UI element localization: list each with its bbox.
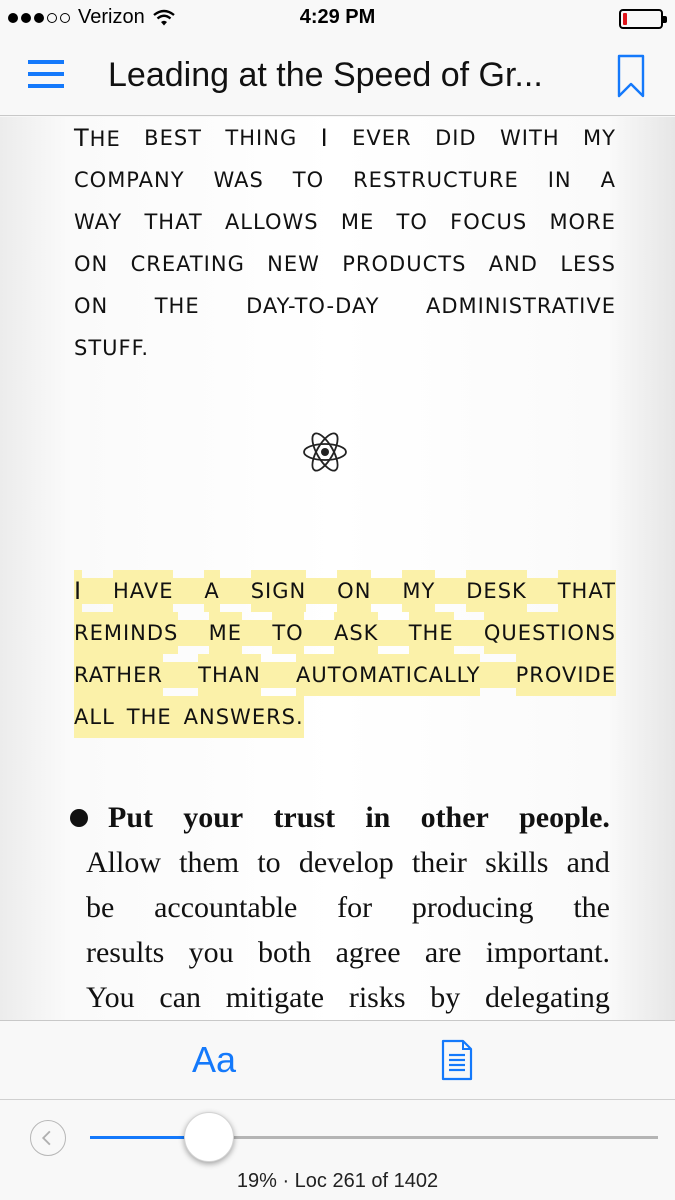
word: WITH	[500, 126, 560, 150]
word: CREATING	[130, 252, 245, 276]
text-line	[74, 654, 616, 696]
word: ADMINISTRATIVE	[425, 294, 616, 318]
word: for	[337, 891, 373, 924]
word: ON	[337, 570, 371, 612]
word: your	[183, 801, 244, 834]
word: I	[320, 124, 329, 152]
word: ANSWERS.	[184, 696, 304, 738]
text-line	[74, 612, 616, 654]
word: producing	[411, 891, 534, 924]
word: ME	[340, 210, 375, 234]
word: PROVIDE	[516, 654, 616, 696]
word: ASK	[334, 612, 378, 654]
word: and	[566, 846, 610, 879]
word: both	[257, 936, 312, 969]
reader-toolbar	[0, 1020, 675, 1100]
text-line	[86, 975, 610, 1020]
book-page[interactable]	[0, 117, 675, 1020]
text-line	[86, 930, 610, 975]
word: THAT	[144, 210, 203, 234]
text-line	[86, 840, 610, 885]
word: MY	[583, 126, 616, 150]
word: ALLOWS	[224, 210, 319, 234]
highlighted-passage[interactable]	[74, 570, 616, 738]
word: MORE	[549, 210, 616, 234]
font-settings-button[interactable]: Aa	[192, 1039, 237, 1080]
word: TO	[292, 168, 325, 192]
text-line	[74, 327, 616, 369]
word: accountable	[154, 891, 298, 924]
word: TO	[396, 210, 428, 234]
word: can	[159, 981, 202, 1014]
word: people.	[519, 801, 610, 834]
word: important.	[485, 936, 610, 969]
status-bar	[0, 0, 675, 38]
word: ME	[209, 612, 242, 654]
word: IN	[547, 168, 572, 192]
word: DAY-TO-DAY	[246, 294, 380, 318]
word: to	[257, 846, 281, 879]
clock: 4:29 PM	[299, 6, 376, 28]
word: QUESTIONS	[484, 612, 616, 654]
word: NEW	[267, 252, 320, 276]
menu-icon[interactable]	[28, 60, 64, 94]
text-line	[74, 696, 616, 738]
word: by	[430, 981, 461, 1014]
word: THING	[225, 126, 298, 150]
word: them	[179, 846, 240, 879]
word: EVER	[352, 126, 412, 150]
word: their	[411, 846, 467, 879]
word: skills	[485, 846, 549, 879]
word: I	[74, 570, 82, 612]
word: THE	[409, 612, 454, 654]
word: mitigate	[225, 981, 325, 1014]
text-line	[86, 885, 610, 930]
word: Put	[108, 801, 153, 834]
bookmark-icon[interactable]	[617, 54, 645, 98]
progress-bar-area	[0, 1100, 675, 1200]
word: risks	[348, 981, 406, 1014]
word: FOCUS	[450, 210, 528, 234]
word: A	[204, 570, 219, 612]
text-line	[74, 159, 616, 201]
progress-slider[interactable]	[90, 1136, 658, 1139]
word: Allow	[86, 846, 161, 879]
word: agree	[335, 936, 401, 969]
back-icon[interactable]	[30, 1120, 66, 1156]
word: LESS	[560, 252, 616, 276]
atom-icon	[300, 427, 350, 477]
word: results	[86, 936, 165, 969]
document-icon[interactable]	[441, 1039, 473, 1081]
word: trust	[273, 801, 336, 834]
word: RATHER	[74, 654, 163, 696]
word: THE	[74, 124, 121, 152]
word: you	[188, 936, 234, 969]
word: HAVE	[113, 570, 173, 612]
word: be	[86, 891, 115, 924]
word: ALL	[74, 696, 127, 738]
carrier-name: Verizon	[78, 6, 145, 28]
battery-icon	[619, 9, 663, 29]
word: RESTRUCTURE	[353, 168, 519, 192]
word: ON	[74, 294, 109, 318]
bullet-paragraph	[86, 795, 610, 1020]
word: THAN	[198, 654, 261, 696]
text-line	[74, 201, 616, 243]
word: DID	[435, 126, 477, 150]
word: in	[365, 801, 391, 834]
word: A	[600, 168, 616, 192]
navigation-bar	[0, 38, 675, 116]
word: MY	[402, 570, 435, 612]
word: THAT	[558, 570, 616, 612]
word: AUTOMATICALLY	[296, 654, 480, 696]
word: THE	[127, 696, 184, 738]
paragraph-quote	[74, 117, 616, 369]
word: the	[573, 891, 610, 924]
word: TO	[272, 612, 303, 654]
word: COMPANY	[74, 168, 185, 192]
word: ON	[74, 252, 109, 276]
word: THE	[154, 294, 200, 318]
progress-thumb[interactable]	[184, 1112, 234, 1162]
location-label: 19% · Loc 261 of 1402	[236, 1170, 439, 1192]
word: AND	[488, 252, 538, 276]
word: WAS	[213, 168, 264, 192]
word: WAY	[74, 210, 123, 234]
word: You	[86, 981, 135, 1014]
word: are	[424, 936, 462, 969]
word: SIGN	[251, 570, 307, 612]
word: BEST	[144, 126, 202, 150]
word: STUFF.	[74, 336, 149, 360]
word: PRODUCTS	[342, 252, 467, 276]
word: DESK	[466, 570, 527, 612]
book-title: Leading at the Speed of Gr...	[108, 56, 543, 94]
word: delegating	[484, 981, 610, 1014]
word: REMINDS	[74, 612, 178, 654]
text-line	[74, 570, 616, 612]
text-line	[74, 243, 616, 285]
word: develop	[298, 846, 394, 879]
text-line	[74, 117, 616, 159]
text-line	[74, 285, 616, 327]
word: other	[420, 801, 489, 834]
text-line	[86, 795, 610, 840]
